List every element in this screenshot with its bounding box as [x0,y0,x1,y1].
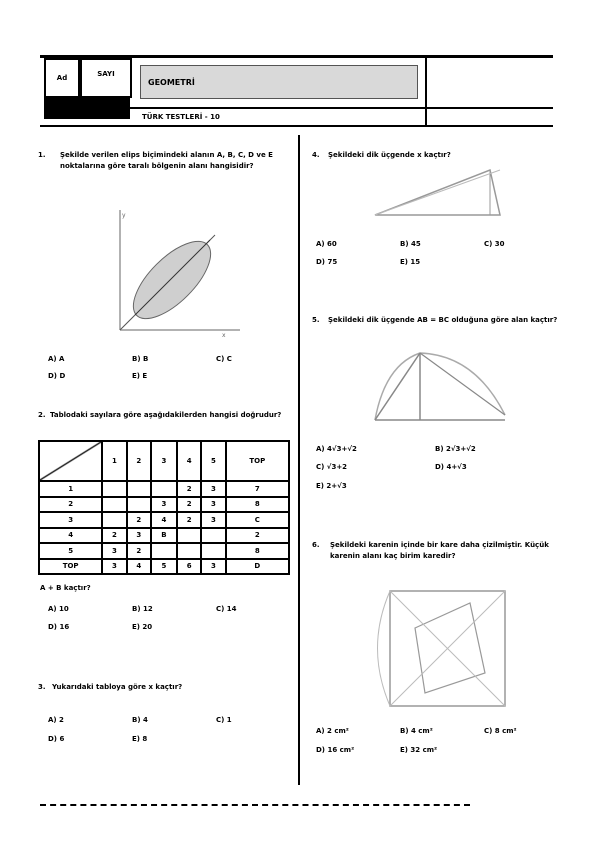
q1-option-a[interactable]: A) A [48,355,65,363]
table-cell: TOP [226,441,289,481]
q4-option-c[interactable]: C) 30 [484,240,505,248]
q6-option-b[interactable]: B) 4 cm² [400,727,433,735]
table-cell: 2 [177,512,201,528]
table-cell: 3 [127,528,151,544]
table-cell: 8 [226,497,289,513]
table-cell: 4 [127,559,151,575]
q6-text: Şekildeki karenin içinde bir kare daha çizilmiştir. Küçük karenin alanı kaç birim karedir? [330,541,549,560]
q2-option-c[interactable]: C) 14 [216,605,237,613]
q5-option-a[interactable]: A) 4√3+√2 [316,445,357,453]
table-cell: 2 [177,497,201,513]
table-cell [39,441,102,481]
table-cell: 2 [127,543,151,559]
table-row [39,543,289,559]
q4-number: 4. [312,151,320,159]
column-divider [298,135,300,785]
q1-option-e[interactable]: E) E [132,372,148,380]
table-cell: 2 [226,528,289,544]
q3-option-d[interactable]: D) 6 [48,735,65,743]
q2-option-d[interactable]: D) 16 [48,623,70,631]
table-cell: 5 [151,559,177,575]
table-cell [102,512,126,528]
table-cell [127,481,151,497]
header-cell-1 [44,58,80,98]
q5-option-e[interactable]: E) 2+√3 [316,482,347,490]
table-cell: TOP [39,559,102,575]
q6-option-a[interactable]: A) 2 cm² [316,727,349,735]
q5-number: 5. [312,316,320,324]
table-cell [177,528,201,544]
table-cell: 4 [39,528,102,544]
q3-option-a[interactable]: A) 2 [48,716,64,724]
header-bottom-rule [40,125,553,127]
table-row [39,497,289,513]
table-row [39,528,289,544]
q1-text: Şekilde verilen elips biçimindeki alanın A, B, C, D ve E noktalarına göre taralı bölgenin alanı hangisidir? [60,151,273,170]
table-cell: 1 [39,481,102,497]
q3-number: 3. [38,683,46,691]
table-cell: 1 [102,441,126,481]
q5-figure [365,345,515,430]
table-cell: 3 [201,497,225,513]
table-cell: 2 [102,528,126,544]
q4-option-a[interactable]: A) 60 [316,240,337,248]
header-cell-1-text: Ad [56,74,68,82]
table-row [39,481,289,497]
table-cell [102,481,126,497]
table-cell: 3 [151,441,177,481]
q5-option-b[interactable]: B) 2√3+√2 [435,445,476,453]
header-cell-2-text: SAYI [97,70,115,78]
table-cell: 8 [226,543,289,559]
q1-option-b[interactable]: B) B [132,355,149,363]
table-cell: 2 [177,481,201,497]
header-subtitle: TÜRK TESTLERİ - 10 [142,113,220,121]
table-cell: 3 [201,559,225,575]
table-cell: 4 [177,441,201,481]
header-right-box [425,58,427,126]
q4-option-e[interactable]: E) 15 [400,258,421,266]
table-cell: 4 [151,512,177,528]
table-cell [177,543,201,559]
table-cell: 3 [151,497,177,513]
table-cell: 2 [39,497,102,513]
q6-option-c[interactable]: C) 8 cm² [484,727,517,735]
table-cell: 3 [102,559,126,575]
table-cell: 5 [39,543,102,559]
q2-option-e[interactable]: E) 20 [132,623,153,631]
header-black-bar [44,97,130,119]
table-cell: 2 [127,441,151,481]
svg-text:y: y [122,212,126,219]
q4-text: Şekildeki dik üçgende x kaçtır? [328,151,451,159]
q2-table [38,440,290,575]
q5-option-d[interactable]: D) 4+√3 [435,463,467,471]
table-cell: 3 [102,543,126,559]
table-row [39,559,289,575]
q3-option-e[interactable]: E) 8 [132,735,148,743]
table-cell: 3 [39,512,102,528]
table-cell: 3 [201,481,225,497]
q6-figure [360,583,520,713]
table-cell: 5 [201,441,225,481]
q6-option-e[interactable]: E) 32 cm² [400,746,438,754]
q6-option-d[interactable]: D) 16 cm² [316,746,355,754]
footer-dashed-line [40,804,470,806]
table-cell [151,543,177,559]
q2-subtext: A + B kaçtır? [40,584,91,592]
table-cell [127,497,151,513]
table-cell: 3 [201,512,225,528]
table-cell: 7 [226,481,289,497]
q4-option-d[interactable]: D) 75 [316,258,338,266]
q2-option-a[interactable]: A) 10 [48,605,69,613]
q1-option-d[interactable]: D) D [48,372,66,380]
table-header-row [39,441,289,481]
header-mid-rule [130,107,553,109]
header-title: GEOMETRİ [148,78,195,87]
table-row [39,512,289,528]
q3-option-b[interactable]: B) 4 [132,716,148,724]
q4-option-b[interactable]: B) 45 [400,240,421,248]
header-cell-2 [80,58,132,98]
table-cell [151,481,177,497]
q1-option-c[interactable]: C) C [216,355,232,363]
table-cell: 6 [177,559,201,575]
q3-text: Yukarıdaki tabloya göre x kaçtır? [52,683,183,691]
table-cell: 2 [127,512,151,528]
q3-option-c[interactable]: C) 1 [216,716,232,724]
table-cell: D [226,559,289,575]
table-cell: C [226,512,289,528]
svg-text:x: x [222,332,226,339]
table-cell: B [151,528,177,544]
q2-number: 2. [38,411,46,419]
table-cell [201,528,225,544]
q5-option-c[interactable]: C) √3+2 [316,463,348,471]
q2-option-b[interactable]: B) 12 [132,605,153,613]
table-cell [201,543,225,559]
q1-figure [100,205,250,340]
q4-figure [365,165,505,225]
table-cell [102,497,126,513]
q5-text: Şekildeki dik üçgende AB = BC olduğuna göre alan kaçtır? [328,316,558,324]
q1-number: 1. [38,151,46,159]
q6-number: 6. [312,541,320,549]
q2-text: Tablodaki sayılara göre aşağıdakilerden hangisi doğrudur? [50,411,282,419]
